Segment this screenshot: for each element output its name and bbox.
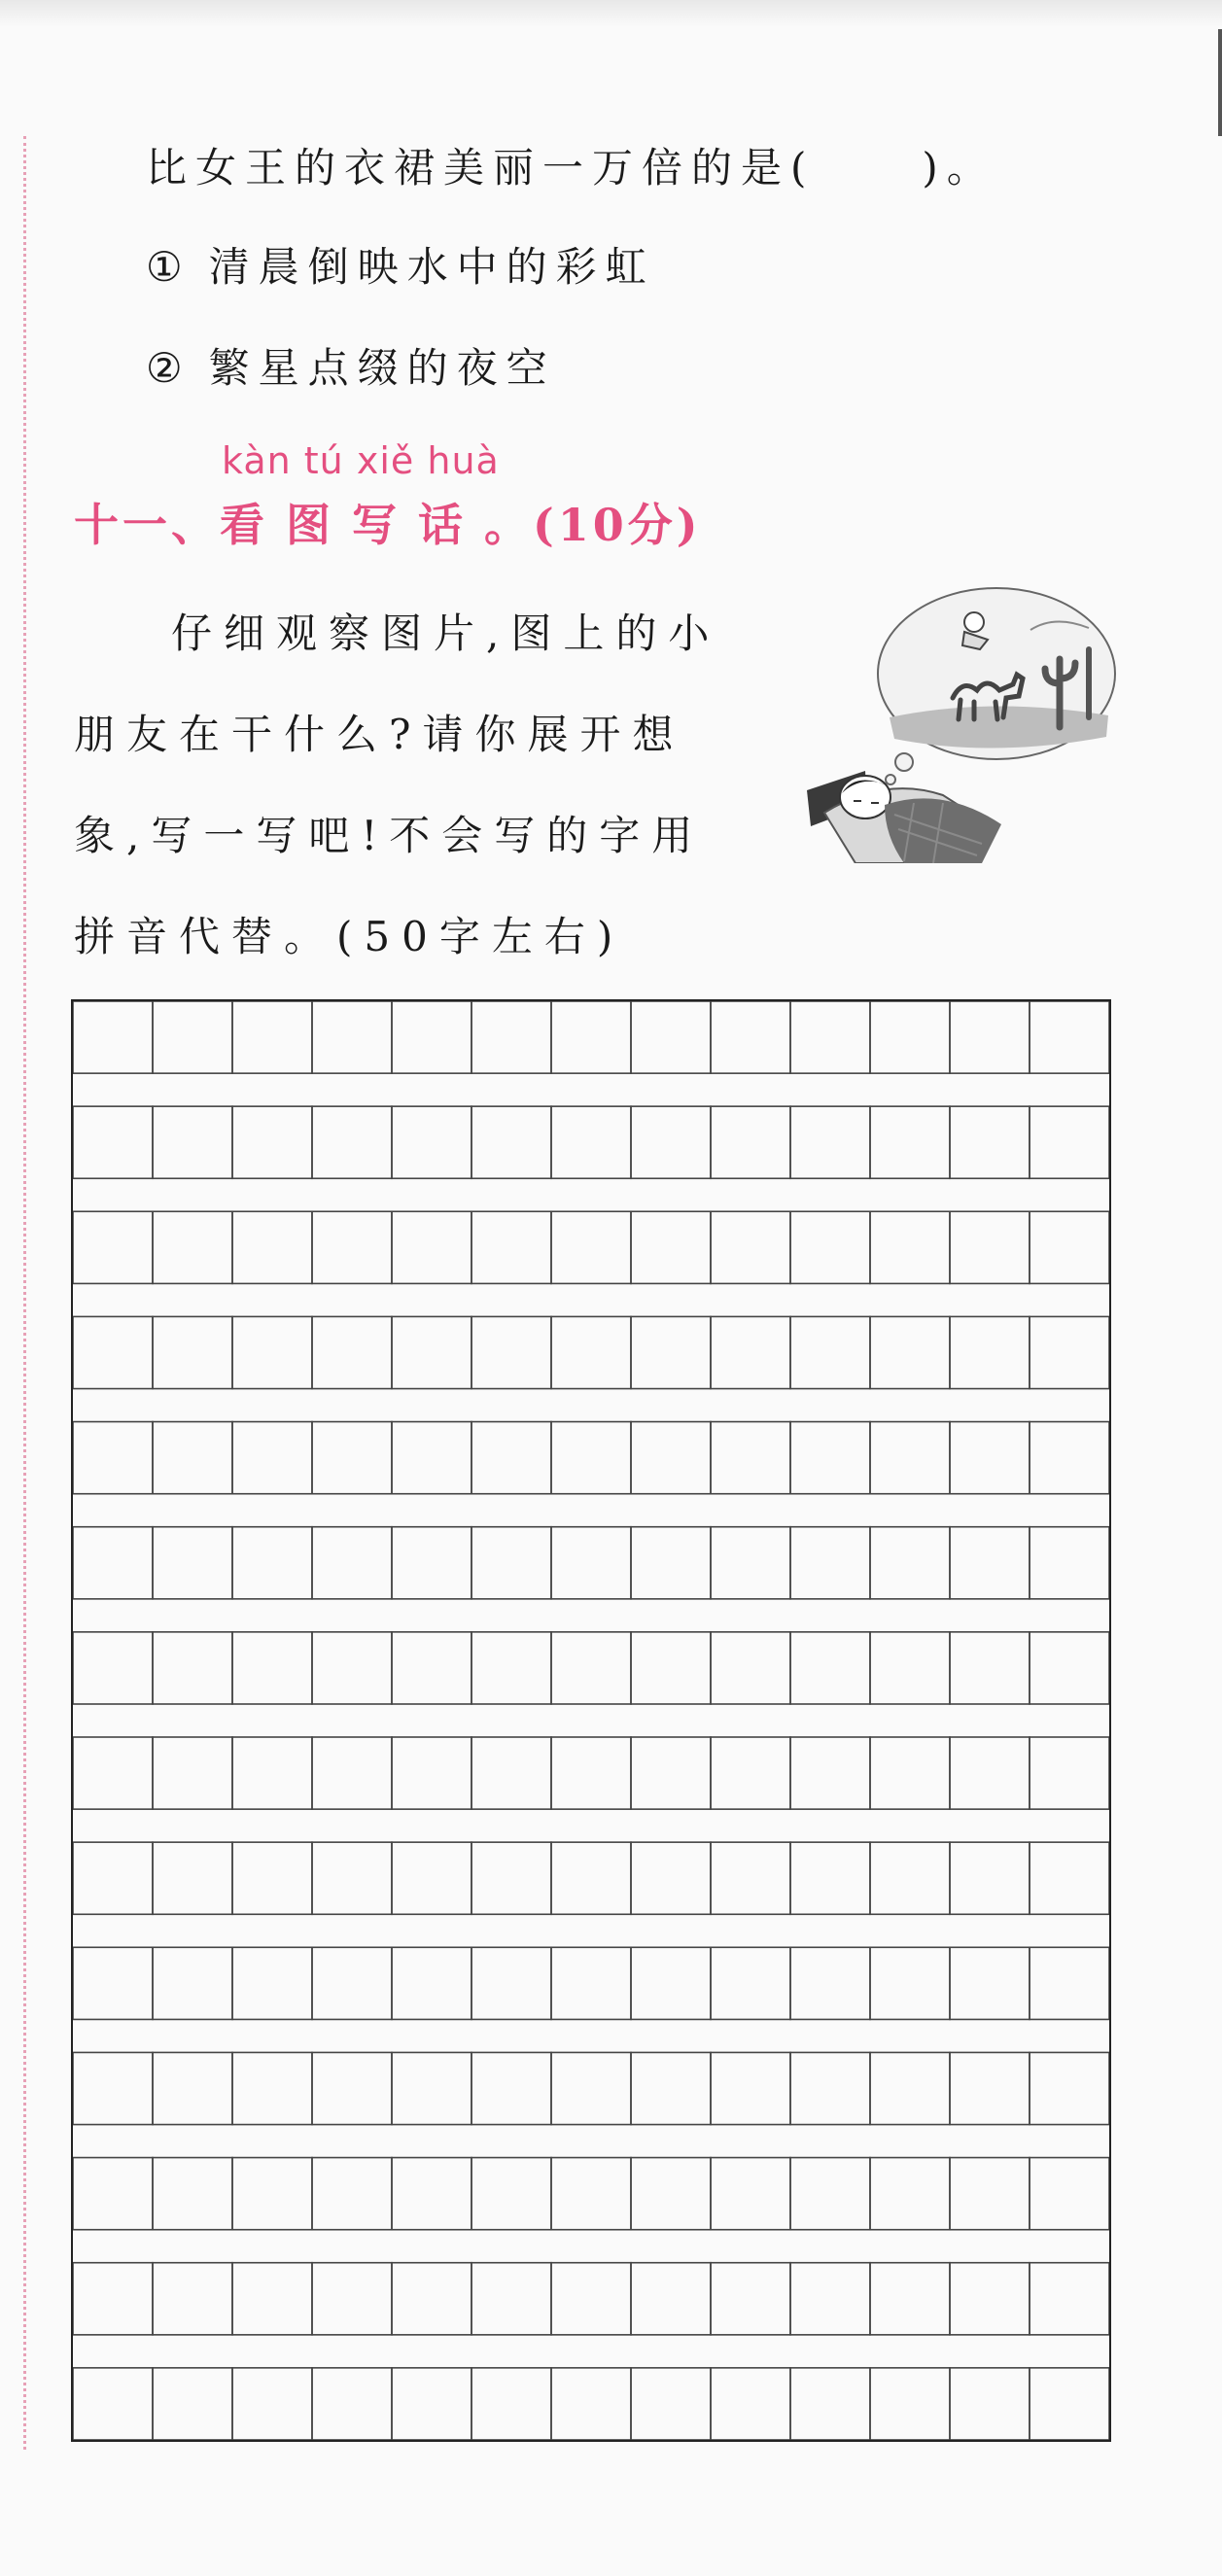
grid-cell[interactable]	[471, 1842, 551, 1914]
grid-cell[interactable]	[392, 2052, 471, 2124]
grid-cell[interactable]	[73, 2052, 153, 2124]
grid-cell[interactable]	[73, 1737, 153, 1809]
grid-cell[interactable]	[1030, 1001, 1109, 1073]
grid-cell[interactable]	[471, 2052, 551, 2124]
grid-cell[interactable]	[392, 1842, 471, 1914]
grid-cell[interactable]	[870, 2052, 950, 2124]
grid-cell[interactable]	[870, 1422, 950, 1494]
option-1	[146, 235, 655, 294]
grid-cell[interactable]	[73, 1422, 153, 1494]
grid-cell[interactable]	[153, 1316, 232, 1388]
grid-cell[interactable]	[950, 1842, 1030, 1914]
grid-cell[interactable]	[631, 1001, 711, 1073]
section-pinyin: kàn tú xiě huà	[222, 439, 500, 482]
grid-cell[interactable]	[73, 1842, 153, 1914]
grid-cell[interactable]	[950, 1632, 1030, 1704]
grid-row[interactable]	[73, 1947, 1109, 2019]
grid-cell[interactable]	[631, 1422, 711, 1494]
grid-cell[interactable]	[631, 1737, 711, 1809]
grid-cell[interactable]	[232, 1422, 312, 1494]
grid-cell[interactable]	[711, 1632, 790, 1704]
grid-cell[interactable]	[471, 1316, 551, 1388]
grid-cell[interactable]	[870, 2158, 950, 2230]
instruction-line: 仔细观察图片,图上的小	[171, 609, 721, 657]
grid-cell[interactable]	[232, 2263, 312, 2335]
grid-cell[interactable]	[471, 1211, 551, 1283]
grid-cell[interactable]	[73, 2368, 153, 2440]
grid-cell[interactable]	[790, 1316, 870, 1388]
grid-cell[interactable]	[950, 1422, 1030, 1494]
grid-cell[interactable]	[711, 2158, 790, 2230]
grid-cell[interactable]	[711, 1316, 790, 1388]
grid-cell[interactable]	[232, 1106, 312, 1178]
grid-cell[interactable]	[232, 1737, 312, 1809]
grid-cell[interactable]	[153, 2158, 232, 2230]
grid-cell[interactable]	[471, 1422, 551, 1494]
grid-cell[interactable]	[153, 2052, 232, 2124]
grid-cell[interactable]	[631, 2368, 711, 2440]
grid-cell[interactable]	[232, 1527, 312, 1599]
section-title: 看图写话	[220, 499, 484, 551]
grid-cell[interactable]	[312, 1316, 392, 1388]
grid-cell[interactable]	[232, 1001, 312, 1073]
instructions	[74, 583, 764, 988]
grid-cell[interactable]	[153, 1211, 232, 1283]
grid-cell[interactable]	[790, 2368, 870, 2440]
grid-cell[interactable]	[631, 1632, 711, 1704]
grid-cell[interactable]	[153, 1422, 232, 1494]
grid-row[interactable]	[73, 2052, 1109, 2124]
question-stem-text: 比女王的衣裙美丽一万倍的是(	[146, 144, 816, 191]
grid-cell[interactable]	[471, 2158, 551, 2230]
grid-cell[interactable]	[551, 1737, 631, 1809]
grid-cell[interactable]	[870, 1211, 950, 1283]
grid-cell[interactable]	[870, 1842, 950, 1914]
grid-cell[interactable]	[153, 1001, 232, 1073]
grid-cell[interactable]	[312, 1947, 392, 2019]
grid-cell[interactable]	[870, 1106, 950, 1178]
grid-cell[interactable]	[232, 1316, 312, 1388]
grid-cell[interactable]	[950, 1001, 1030, 1073]
grid-cell[interactable]	[73, 2263, 153, 2335]
grid-cell[interactable]	[551, 2158, 631, 2230]
grid-row[interactable]	[73, 2158, 1109, 2230]
grid-cell[interactable]	[711, 1211, 790, 1283]
grid-cell[interactable]	[950, 2158, 1030, 2230]
grid-cell[interactable]	[711, 1947, 790, 2019]
grid-row[interactable]	[73, 2368, 1109, 2440]
child-sleeping-dreaming-icon	[797, 581, 1118, 863]
grid-cell[interactable]	[392, 1527, 471, 1599]
grid-cell[interactable]	[790, 2263, 870, 2335]
grid-cell[interactable]	[471, 1947, 551, 2019]
grid-cell[interactable]	[551, 1422, 631, 1494]
grid-cell[interactable]	[153, 2368, 232, 2440]
grid-cell[interactable]	[551, 1527, 631, 1599]
grid-cell[interactable]	[870, 1527, 950, 1599]
grid-row[interactable]	[73, 2263, 1109, 2335]
grid-row[interactable]	[73, 1316, 1109, 1388]
grid-cell[interactable]	[551, 2368, 631, 2440]
grid-cell[interactable]	[790, 1106, 870, 1178]
grid-cell[interactable]	[870, 1632, 950, 1704]
grid-cell[interactable]	[153, 2263, 232, 2335]
grid-cell[interactable]	[312, 1422, 392, 1494]
grid-row[interactable]	[73, 1632, 1109, 1704]
grid-cell[interactable]	[551, 1211, 631, 1283]
grid-cell[interactable]	[631, 1842, 711, 1914]
grid-cell[interactable]	[312, 1106, 392, 1178]
grid-cell[interactable]	[711, 1106, 790, 1178]
grid-cell[interactable]	[551, 1001, 631, 1073]
grid-cell[interactable]	[790, 2052, 870, 2124]
grid-cell[interactable]	[870, 1316, 950, 1388]
grid-cell[interactable]	[392, 2158, 471, 2230]
grid-cell[interactable]	[471, 1527, 551, 1599]
grid-cell[interactable]	[790, 1211, 870, 1283]
grid-cell[interactable]	[870, 2368, 950, 2440]
grid-cell[interactable]	[153, 1106, 232, 1178]
grid-cell[interactable]	[312, 1737, 392, 1809]
margin-dotted-line	[23, 136, 26, 2450]
grid-cell[interactable]	[1030, 1842, 1109, 1914]
section-score: (10分)	[533, 499, 702, 551]
grid-cell[interactable]	[1030, 1422, 1109, 1494]
grid-cell[interactable]	[471, 1632, 551, 1704]
grid-cell[interactable]	[551, 1632, 631, 1704]
grid-cell[interactable]	[790, 1842, 870, 1914]
grid-cell[interactable]	[73, 1632, 153, 1704]
grid-cell[interactable]	[73, 1211, 153, 1283]
grid-cell[interactable]	[73, 1527, 153, 1599]
grid-cell[interactable]	[232, 2052, 312, 2124]
grid-row[interactable]	[73, 1737, 1109, 1809]
grid-cell[interactable]	[950, 2263, 1030, 2335]
grid-cell[interactable]	[312, 1842, 392, 1914]
grid-cell[interactable]	[870, 1001, 950, 1073]
grid-cell[interactable]	[73, 1947, 153, 2019]
grid-cell[interactable]	[711, 1001, 790, 1073]
grid-row[interactable]	[73, 1211, 1109, 1283]
instruction-line: 象,写一写吧!不会写的字用	[74, 812, 705, 859]
writing-grid[interactable]	[71, 999, 1111, 2442]
section-heading	[74, 490, 702, 554]
grid-cell[interactable]	[392, 1001, 471, 1073]
grid-cell[interactable]	[551, 2263, 631, 2335]
grid-cell[interactable]	[392, 1316, 471, 1388]
grid-cell[interactable]	[471, 2263, 551, 2335]
grid-cell[interactable]	[950, 1947, 1030, 2019]
grid-cell[interactable]	[950, 1106, 1030, 1178]
grid-cell[interactable]	[312, 2368, 392, 2440]
grid-cell[interactable]	[153, 1632, 232, 1704]
grid-cell[interactable]	[1030, 1211, 1109, 1283]
grid-row[interactable]	[73, 1842, 1109, 1914]
grid-cell[interactable]	[711, 2263, 790, 2335]
grid-cell[interactable]	[232, 1211, 312, 1283]
grid-cell[interactable]	[950, 1527, 1030, 1599]
grid-cell[interactable]	[950, 2368, 1030, 2440]
grid-cell[interactable]	[471, 2368, 551, 2440]
grid-cell[interactable]	[392, 1632, 471, 1704]
grid-cell[interactable]	[631, 2263, 711, 2335]
grid-cell[interactable]	[790, 1947, 870, 2019]
grid-cell[interactable]	[551, 1316, 631, 1388]
option-1-text: 清晨倒映水中的彩虹	[208, 243, 655, 291]
page-top-shadow	[0, 0, 1222, 27]
grid-cell[interactable]	[312, 1211, 392, 1283]
grid-cell[interactable]	[1030, 2263, 1109, 2335]
grid-row[interactable]	[73, 1106, 1109, 1178]
page-edge	[1218, 29, 1222, 136]
question-stem-end: )。	[922, 144, 996, 191]
grid-cell[interactable]	[73, 1001, 153, 1073]
grid-cell[interactable]	[312, 1527, 392, 1599]
grid-cell[interactable]	[153, 1737, 232, 1809]
grid-cell[interactable]	[1030, 1737, 1109, 1809]
grid-cell[interactable]	[73, 2158, 153, 2230]
grid-cell[interactable]	[153, 1842, 232, 1914]
grid-cell[interactable]	[711, 2052, 790, 2124]
grid-cell[interactable]	[1030, 1106, 1109, 1178]
grid-cell[interactable]	[870, 2263, 950, 2335]
grid-cell[interactable]	[312, 1001, 392, 1073]
grid-cell[interactable]	[551, 1106, 631, 1178]
option-2	[146, 336, 556, 395]
grid-cell[interactable]	[232, 1947, 312, 2019]
grid-cell[interactable]	[392, 1106, 471, 1178]
grid-cell[interactable]	[312, 2158, 392, 2230]
grid-cell[interactable]	[73, 1106, 153, 1178]
grid-cell[interactable]	[711, 1842, 790, 1914]
grid-cell[interactable]	[551, 1842, 631, 1914]
grid-cell[interactable]	[232, 2368, 312, 2440]
grid-cell[interactable]	[551, 2052, 631, 2124]
grid-cell[interactable]	[631, 2158, 711, 2230]
grid-cell[interactable]	[392, 2368, 471, 2440]
grid-cell[interactable]	[711, 2368, 790, 2440]
section-number: 十一、	[74, 499, 220, 551]
grid-cell[interactable]	[153, 1947, 232, 2019]
grid-cell[interactable]	[790, 1422, 870, 1494]
grid-cell[interactable]	[950, 1737, 1030, 1809]
grid-cell[interactable]	[790, 1737, 870, 1809]
grid-cell[interactable]	[1030, 2052, 1109, 2124]
grid-cell[interactable]	[631, 1527, 711, 1599]
grid-cell[interactable]	[790, 1001, 870, 1073]
grid-cell[interactable]	[950, 2052, 1030, 2124]
grid-row[interactable]	[73, 1001, 1109, 1073]
grid-cell[interactable]	[1030, 1632, 1109, 1704]
option-1-marker: ①	[146, 243, 192, 291]
grid-cell[interactable]	[631, 1211, 711, 1283]
grid-cell[interactable]	[551, 1947, 631, 2019]
grid-row[interactable]	[73, 1422, 1109, 1494]
grid-cell[interactable]	[631, 1106, 711, 1178]
option-2-marker: ②	[146, 344, 192, 392]
grid-cell[interactable]	[950, 1316, 1030, 1388]
grid-cell[interactable]	[232, 2158, 312, 2230]
grid-cell[interactable]	[790, 2158, 870, 2230]
instruction-line: 拼音代替。(50字左右)	[74, 913, 625, 960]
grid-cell[interactable]	[312, 1632, 392, 1704]
option-2-text: 繁星点缀的夜空	[208, 344, 556, 392]
grid-cell[interactable]	[631, 1316, 711, 1388]
grid-cell[interactable]	[790, 1632, 870, 1704]
grid-cell[interactable]	[1030, 2368, 1109, 2440]
grid-cell[interactable]	[631, 2052, 711, 2124]
grid-cell[interactable]	[870, 1737, 950, 1809]
grid-cell[interactable]	[870, 1947, 950, 2019]
grid-cell[interactable]	[1030, 1527, 1109, 1599]
grid-cell[interactable]	[950, 1211, 1030, 1283]
grid-cell[interactable]	[153, 1527, 232, 1599]
grid-cell[interactable]	[471, 1106, 551, 1178]
grid-cell[interactable]	[392, 1422, 471, 1494]
grid-cell[interactable]	[392, 1947, 471, 2019]
grid-cell[interactable]	[392, 1737, 471, 1809]
grid-cell[interactable]	[312, 2263, 392, 2335]
grid-cell[interactable]	[232, 1632, 312, 1704]
grid-cell[interactable]	[711, 1422, 790, 1494]
grid-cell[interactable]	[232, 1842, 312, 1914]
grid-cell[interactable]	[392, 2263, 471, 2335]
grid-cell[interactable]	[471, 1737, 551, 1809]
grid-cell[interactable]	[711, 1737, 790, 1809]
grid-cell[interactable]	[790, 1527, 870, 1599]
grid-cell[interactable]	[1030, 2158, 1109, 2230]
grid-cell[interactable]	[631, 1947, 711, 2019]
question-stem	[146, 136, 996, 194]
grid-row[interactable]	[73, 1527, 1109, 1599]
grid-cell[interactable]	[1030, 1316, 1109, 1388]
grid-cell[interactable]	[73, 1316, 153, 1388]
grid-cell[interactable]	[711, 1527, 790, 1599]
section-punct: 。	[484, 499, 533, 551]
instruction-line: 朋友在干什么?请你展开想	[74, 711, 685, 758]
grid-cell[interactable]	[392, 1211, 471, 1283]
grid-cell[interactable]	[471, 1001, 551, 1073]
grid-cell[interactable]	[312, 2052, 392, 2124]
grid-cell[interactable]	[1030, 1947, 1109, 2019]
